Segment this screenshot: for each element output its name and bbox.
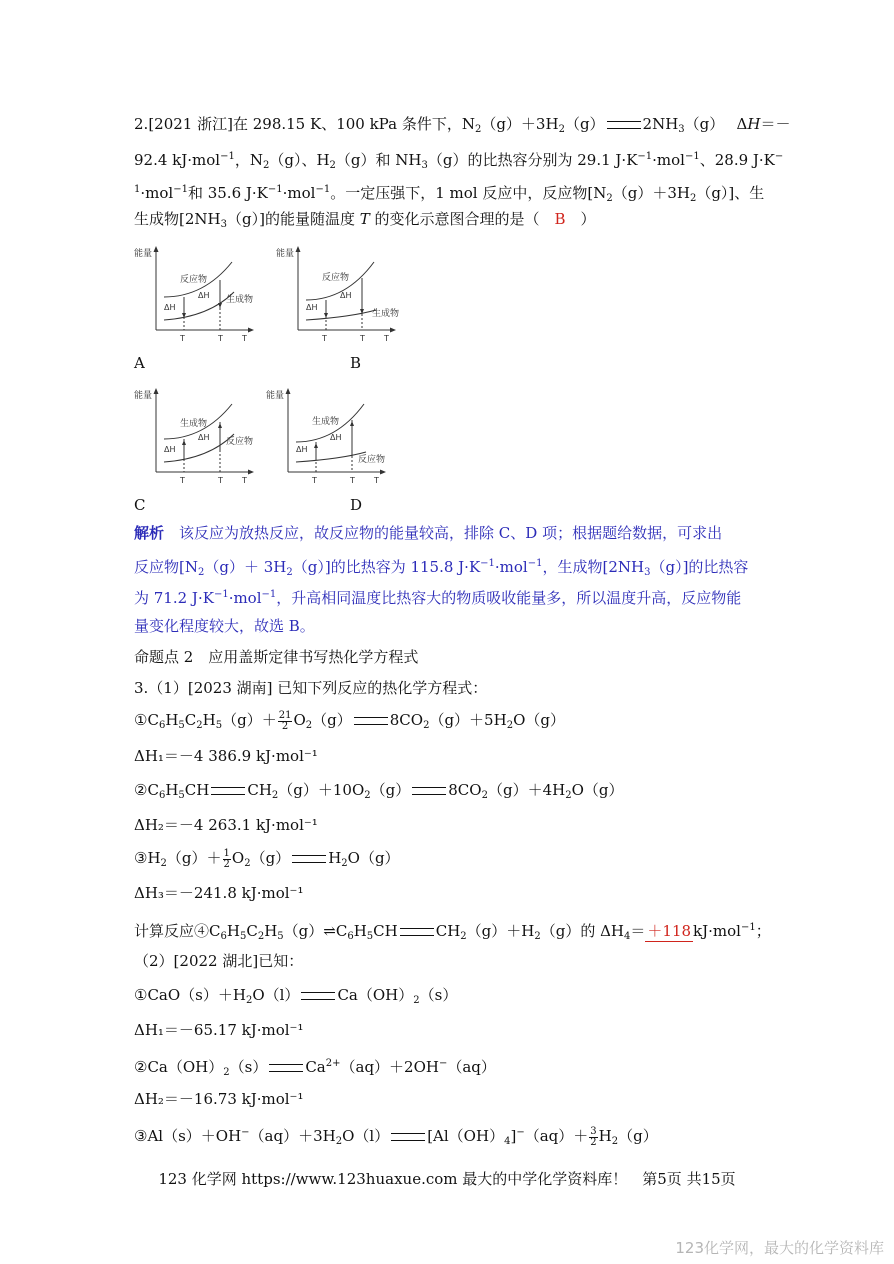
q3b-dh2: ΔH₂＝－16.73 kJ·mol⁻¹	[134, 1090, 304, 1108]
q3b-eq3: $③Al(s)+OH^-(aq)+3H_2O(l)$ $[Al(OH)_4]^-(aq)+$ $\frac{3}{2}$ $H_2(g)$	[134, 1125, 658, 1148]
t1-label: T	[180, 476, 185, 485]
q3-eq2: $②C_6H_5CH$ $CH_2(g)+10O_2(g)$ $8CO_2(g)+4H_2O(g)$	[134, 781, 624, 801]
bottom-curve-label: 生成物	[372, 309, 400, 319]
y-axis-label: 能量	[134, 249, 153, 259]
watermark: 123化学网，最大的化学资料库	[675, 1239, 884, 1257]
q3-eq3: $③H_2(g)+$ $\frac{1}{2}$ $O_2(g)$ $H_2O(g)$	[134, 847, 400, 870]
option-d-chart	[266, 384, 392, 489]
page-footer: 123 化学网 https://www.123huaxue.com 最大的中学化学资料库！ 第5页 共15页	[158, 1170, 736, 1188]
option-a-chart	[134, 242, 260, 347]
dh2-label: ΔH	[198, 291, 210, 300]
q3-eq1: $①C_6H_5C_2H_5(g)+$ $\frac{21}{2}$ $O_2(g)$ $8CO_2(g)+5H_2O(g)$	[134, 709, 565, 732]
q3-calc: 计算反应$④C_6H_5C_2H_5(g)\rightleftharpoons C_6H_5CH$ $CH_2(g)+H_2(g)$的 $\Delta H_4= +118$ kJ·mol$^{-1}$；	[134, 922, 771, 942]
option-c-label: C	[134, 496, 146, 514]
q3-intro: 3.（1）[2023 湖南] 已知下列反应的热化学方程式：	[134, 679, 488, 697]
bottom-curve-label: 反应物	[358, 455, 386, 465]
topic-heading: 命题点 2 应用盖斯定律书写热化学方程式	[134, 648, 419, 666]
q2-answer: B	[554, 210, 566, 228]
bottom-curve-label: 生成物	[226, 295, 254, 305]
t1-label: T	[312, 476, 317, 485]
q3-dh2: ΔH₂＝－4 263.1 kJ·mol⁻¹	[134, 816, 318, 834]
t2-label: T	[360, 334, 365, 343]
analysis-line2: 反应物$[N_2(g)+ 3H_2(g)]$的比热容为 115.8 $J\cdot K^{-1}\cdot mol^{-1}$，生成物$[2NH_3(g)]$的比热容	[134, 558, 749, 578]
q3-dh3: ΔH₃＝－241.8 kJ·mol⁻¹	[134, 884, 304, 902]
q3-dh1: ΔH₁＝－4 386.9 kJ·mol⁻¹	[134, 747, 318, 765]
q2-line4: 生成物$[2NH_3(g)]$的能量随温度 T 的变化示意图合理的是（ B ）	[134, 210, 596, 230]
option-b-chart	[276, 242, 402, 347]
q2-line2: 92.4 kJ·mol$^{-1}$，$N_2(g)$、$H_2(g)$和 $NH_3(g)$的比热容分别为 29.1 $J\cdot K^{-1}\cdot mol^{-1}$、28.9 J·K−	[134, 151, 784, 171]
q3-answer: ＋118	[647, 922, 692, 940]
dh2-label: ΔH	[198, 433, 210, 442]
x-axis-label: T	[242, 476, 247, 485]
dh1-label: ΔH	[296, 445, 308, 454]
t2-label: T	[218, 476, 223, 485]
dh1-label: ΔH	[164, 303, 176, 312]
x-axis-label: T	[242, 334, 247, 343]
top-curve-label: 反应物	[180, 275, 208, 285]
x-axis-label: T	[384, 334, 389, 343]
option-b-label: B	[350, 354, 362, 372]
y-axis-label: 能量	[266, 391, 285, 401]
top-curve-label: 生成物	[312, 417, 340, 427]
analysis-head: 解析	[134, 524, 165, 542]
analysis-line3: 为 71.2 $J\cdot K^{-1}\cdot mol^{-1}$，升高相同温度比热容大的物质吸收能量多，所以温度升高，反应物能	[134, 589, 742, 607]
q3b-eq1: $①CaO(s)+H_2O(l)$ $Ca(OH)_2(s)$	[134, 986, 458, 1006]
bottom-curve-label: 反应物	[226, 437, 254, 447]
dh1-label: ΔH	[306, 303, 318, 312]
analysis-line1: 解析 该反应为放热反应，故反应物的能量较高，排除 C、D 项；根据题给数据，可求出	[134, 524, 723, 542]
y-axis-label: 能量	[276, 249, 295, 259]
analysis-line4: 量变化程度较大，故选 B。	[134, 617, 315, 635]
t2-label: T	[350, 476, 355, 485]
top-curve-label: 反应物	[322, 273, 350, 283]
q3b-eq2: $②Ca(OH)_2(s)$ $Ca^{2+}(aq)+2OH^-(aq)$	[134, 1058, 496, 1078]
q3b-dh1: ΔH₁＝－65.17 kJ·mol⁻¹	[134, 1021, 304, 1039]
y-axis-label: 能量	[134, 391, 153, 401]
option-d-label: D	[350, 496, 363, 514]
q2-line1: 2.[2021 浙江]在 298.15 K、100 kPa 条件下，$N_2(g)+3H_2(g)$ $2NH_3(g)$ ΔH＝－	[134, 115, 791, 135]
t2-label: T	[218, 334, 223, 343]
top-curve-label: 生成物	[180, 419, 208, 429]
dh2-label: ΔH	[330, 433, 342, 442]
option-a-label: A	[134, 354, 145, 372]
dh2-label: ΔH	[340, 291, 352, 300]
t1-label: T	[180, 334, 185, 343]
q3-part2: （2）[2022 湖北]已知：	[134, 952, 304, 970]
q2-line3: $^1$·mol$^{-1}$和 35.6 $J\cdot K^{-1}\cdot mol^{-1}$。一定压强下，1 mol 反应中，反应物$[N_2(g)+3H_2(g)]$、生	[134, 184, 765, 204]
x-axis-label: T	[374, 476, 379, 485]
option-c-chart	[134, 384, 260, 489]
dh1-label: ΔH	[164, 445, 176, 454]
t1-label: T	[322, 334, 327, 343]
